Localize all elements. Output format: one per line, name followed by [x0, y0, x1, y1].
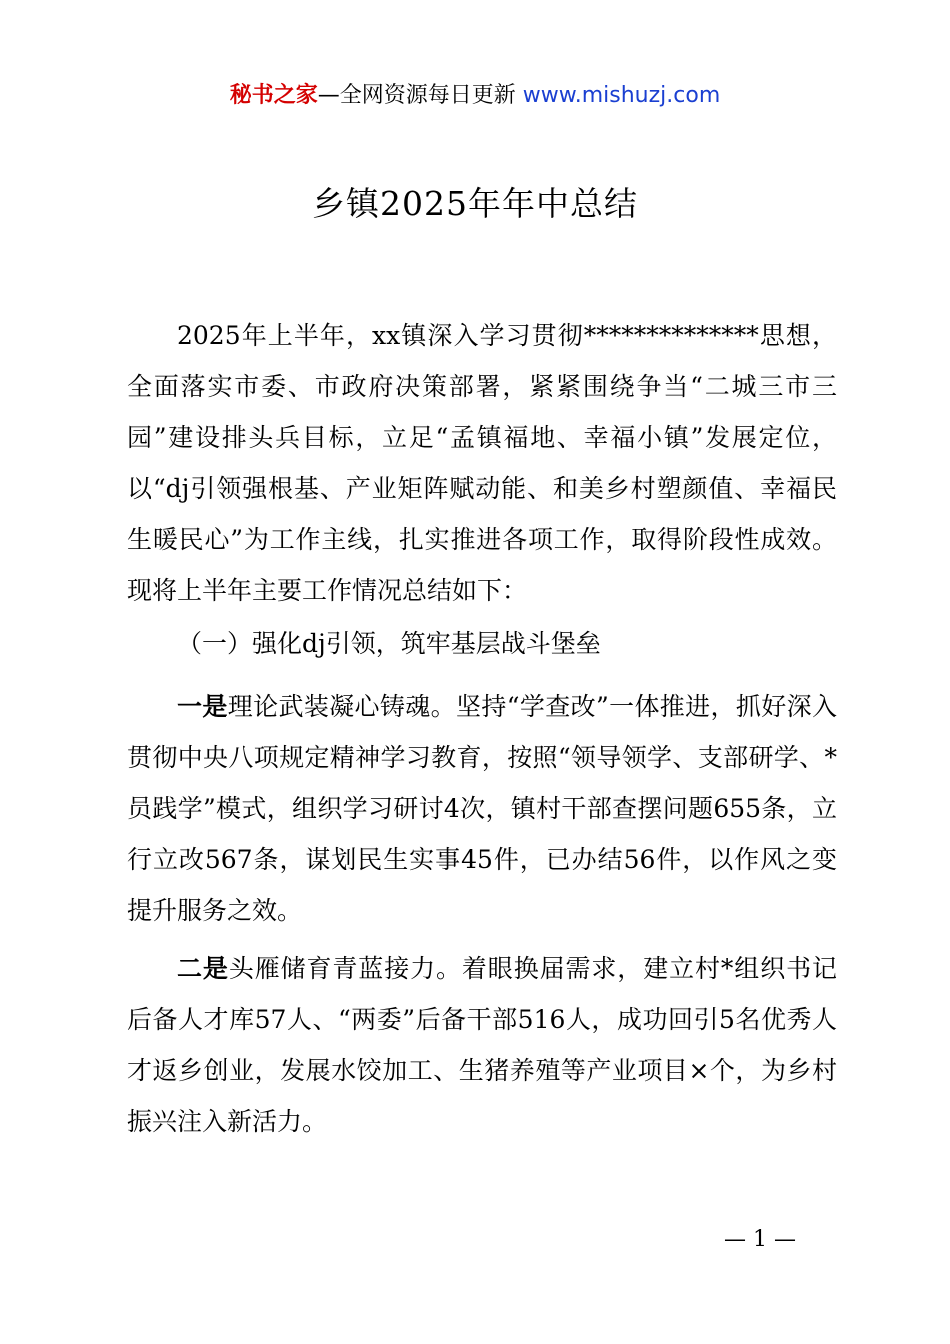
document-title: 乡镇2025年年中总结: [312, 184, 638, 223]
intro-paragraph: 2025年上半年，xx镇深入学习贯彻**************思想，全面落实市委、市政府决策部署，紧紧围绕争当“二城三市三园”建设排头兵目标，立足“孟镇福地、幸福小镇”发展定位，以“dj引领强根基、产业矩阵赋动能、和美乡村塑颜值、幸福民生暖民心”为工作主线，扎实推进各项工作，取得阶段性成效。现将上半年主要工作情况总结如下：: [127, 321, 837, 605]
point-two-text: 头雁储育青蓝接力。着眼换届需求，建立村*组织书记后备人才库57人、“两委”后备干部516人，成功回引5名优秀人才返乡创业，发展水饺加工、生猪养殖等产业项目×个，为乡村振兴注入新活力。: [127, 954, 837, 1136]
point-two-lead: 二是: [177, 954, 229, 983]
point-one-lead: 一是: [177, 692, 228, 721]
page-number: — 1 —: [724, 1227, 796, 1252]
site-banner: [0, 80, 950, 112]
site-url-link[interactable]: www.mishuzj.com: [522, 83, 721, 108]
banner-tagline: —全网资源每日更新: [317, 83, 523, 108]
section-heading: （一）强化dj引领，筑牢基层战斗堡垒: [177, 629, 601, 658]
point-one-paragraph: [127, 681, 837, 936]
point-one-text: 理论武装凝心铸魂。坚持“学查改”一体推进，抓好深入贯彻中央八项规定精神学习教育，按照“领导领学、支部研学、*员践学”模式，组织学习研讨4次，镇村干部查摆问题655条，立行立改567条，谋划民生实事45件，已办结56件，以作风之变提升服务之效。: [127, 692, 837, 925]
brand-name: 秘书之家: [229, 83, 318, 108]
point-two-paragraph: [127, 943, 837, 1147]
